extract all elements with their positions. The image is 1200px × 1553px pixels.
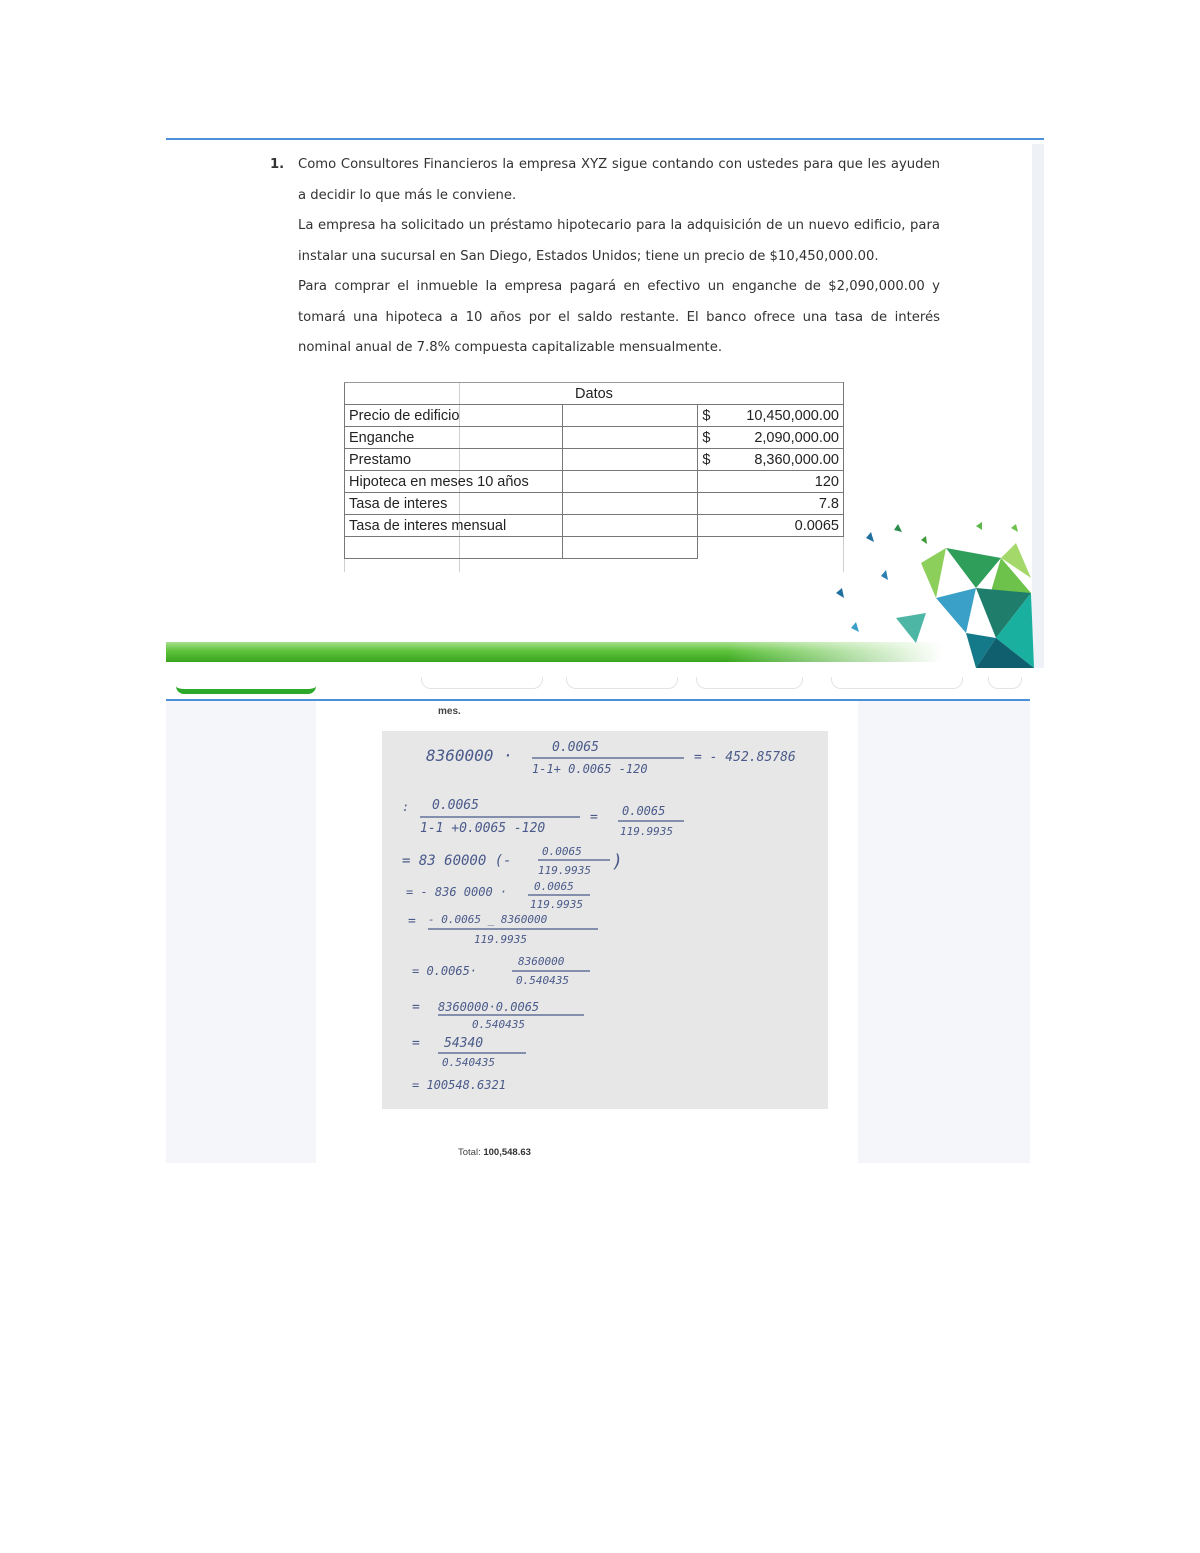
hw-text: = - 452.85786 xyxy=(694,750,796,765)
hw-text: 8360000 · xyxy=(426,746,513,765)
hw-text: = xyxy=(590,810,598,825)
problem-paragraph-2: La empresa ha solicitado un préstamo hipotecario para la adquisición de un nuevo edificio, para instalar una sucursal en San Diego, Estados Unidos; tiene un precio de $10,450,000.00. xyxy=(298,218,940,264)
table-row xyxy=(345,405,844,427)
table-row xyxy=(345,471,844,493)
tab[interactable] xyxy=(566,677,678,689)
row-value xyxy=(698,427,844,449)
row-value xyxy=(698,405,844,427)
hw-text: 0.540435 xyxy=(442,1056,495,1069)
row-value: 0.0065 xyxy=(698,515,844,537)
solution-screenshot xyxy=(166,677,1030,1163)
tab-strip xyxy=(166,677,1030,701)
problem-number: 1. xyxy=(270,157,285,172)
hw-text: 1-1 +0.0065 -120 xyxy=(420,821,546,836)
handwritten-calculation-photo xyxy=(382,731,828,1109)
hw-text: = xyxy=(412,1036,420,1051)
caption-text: mes. xyxy=(438,706,461,717)
row-empty xyxy=(562,405,698,427)
table-header-row xyxy=(345,383,844,405)
hw-text: = xyxy=(408,914,416,929)
currency-sign: $ xyxy=(702,429,711,446)
row-empty xyxy=(562,471,698,493)
datos-table xyxy=(344,382,844,559)
tab[interactable] xyxy=(831,677,963,689)
row-label: Tasa de interes xyxy=(345,493,563,515)
table-title: Datos xyxy=(345,383,844,405)
row-empty xyxy=(562,427,698,449)
tab[interactable] xyxy=(421,677,543,689)
hw-text: = 0.0065· xyxy=(412,964,478,978)
row-empty xyxy=(562,493,698,515)
amount: 2,090,000.00 xyxy=(754,429,839,446)
hw-text: 0.0065 xyxy=(534,880,574,893)
top-divider xyxy=(166,138,1044,140)
hw-text: 0.540435 xyxy=(516,974,569,987)
hw-text: 1-1+ 0.0065 -120 xyxy=(532,762,648,776)
row-empty xyxy=(562,537,698,559)
row-label: Prestamo xyxy=(345,449,563,471)
solution-content xyxy=(316,701,858,1163)
hw-text: 54340 xyxy=(444,1036,484,1051)
row-label: Tasa de interes mensual xyxy=(345,515,563,537)
tab-active[interactable] xyxy=(176,679,316,694)
hw-text: 119.9935 xyxy=(620,825,673,838)
polygon-decoration-icon xyxy=(826,518,1036,668)
hw-text: - 0.0065 _ 8360000 xyxy=(428,913,548,926)
hw-text: 119.9935 xyxy=(538,864,591,877)
row-value: 7.8 xyxy=(698,493,844,515)
hw-text: 0.0065 xyxy=(542,845,582,858)
hw-text: 0.0065 xyxy=(552,740,599,755)
hw-text: 0.0065 xyxy=(622,804,666,818)
row-empty xyxy=(562,449,698,471)
table-row xyxy=(345,537,844,559)
problem-statement xyxy=(270,150,940,364)
tab[interactable] xyxy=(696,677,803,689)
row-label: Enganche xyxy=(345,427,563,449)
hw-text: = - 836 0000 · xyxy=(406,885,508,899)
row-empty xyxy=(345,537,563,559)
hw-text: 0.0065 xyxy=(432,798,479,813)
hw-text: = 83 60000 (- xyxy=(402,853,512,869)
table-row xyxy=(345,427,844,449)
hw-text: = 100548.6321 xyxy=(412,1078,506,1092)
row-value: 120 xyxy=(698,471,844,493)
table-row xyxy=(345,493,844,515)
total-label: Total: xyxy=(458,1147,481,1158)
hw-text: 0.540435 xyxy=(472,1018,525,1031)
total-value: 100,548.63 xyxy=(483,1147,531,1158)
hw-text: : xyxy=(402,800,410,814)
problem-paragraph-3: Para comprar el inmueble la empresa pagará en efectivo un enganche de $2,090,000.00 y tomará una hipoteca a 10 años por el saldo restante. El banco ofrece una tasa de interés nominal anual de 7.8% compuesta capitalizable mensualmente. xyxy=(298,279,940,355)
currency-sign: $ xyxy=(702,407,711,424)
hw-text: 8360000·0.0065 xyxy=(438,1000,540,1014)
hw-text: 8360000 xyxy=(518,955,565,968)
hw-text: 119.9935 xyxy=(530,898,583,911)
total-line xyxy=(458,1147,531,1158)
hw-text: = xyxy=(412,1000,420,1015)
problem-screenshot xyxy=(166,138,1044,668)
problem-paragraph-1: Como Consultores Financieros la empresa XYZ sigue contando con ustedes para que les ayuden a decidir lo que más le conviene. xyxy=(298,157,940,203)
amount: 10,450,000.00 xyxy=(746,407,839,424)
amount: 8,360,000.00 xyxy=(754,451,839,468)
row-label: Precio de edificio xyxy=(345,405,563,427)
row-empty xyxy=(698,537,844,559)
row-label: Hipoteca en meses 10 años xyxy=(345,471,563,493)
table-row xyxy=(345,515,844,537)
hw-text: 119.9935 xyxy=(474,933,527,946)
row-empty xyxy=(562,515,698,537)
hw-text: ) xyxy=(612,851,623,872)
currency-sign: $ xyxy=(702,451,711,468)
tab[interactable] xyxy=(988,677,1022,689)
row-value xyxy=(698,449,844,471)
table-row xyxy=(345,449,844,471)
handwriting-svg xyxy=(382,731,828,1109)
